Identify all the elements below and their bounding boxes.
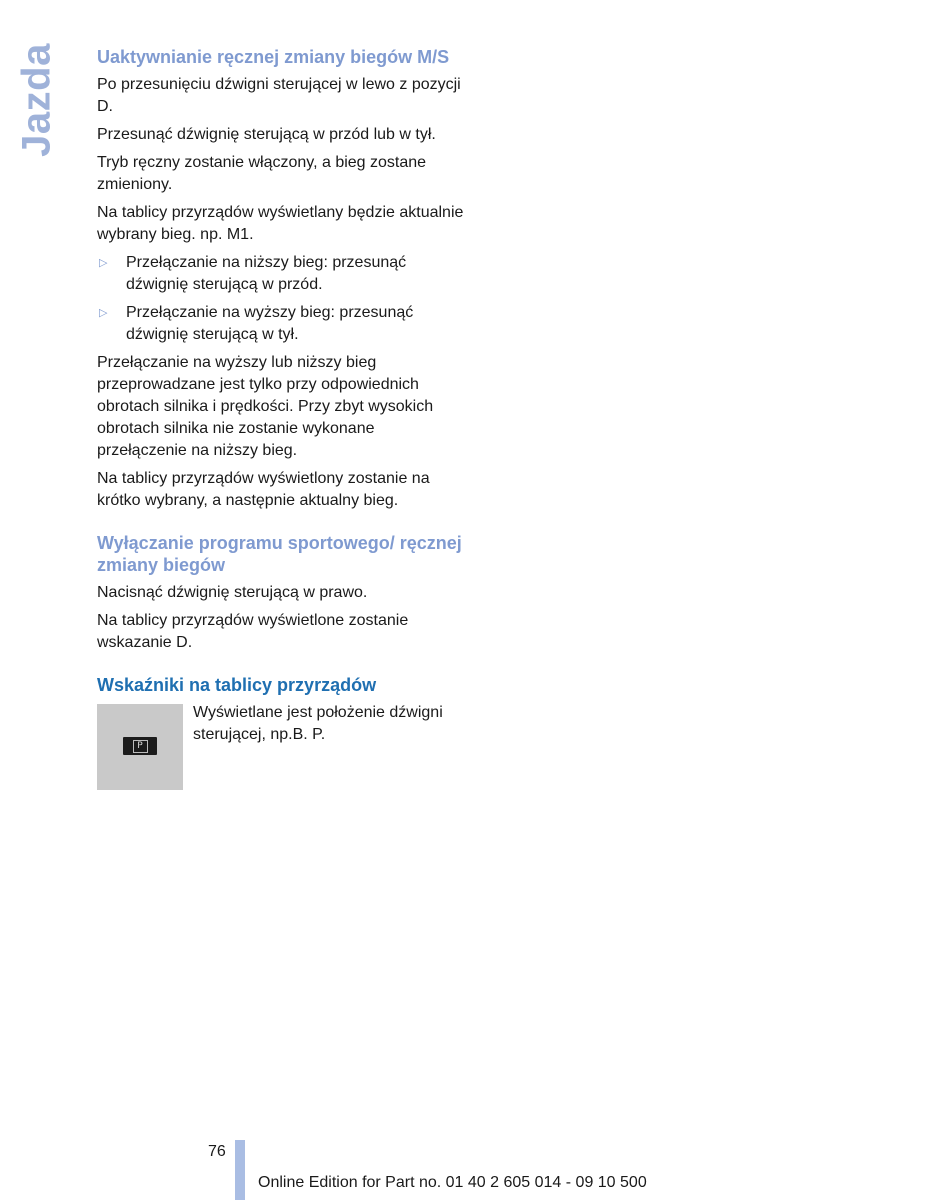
section-title-indicators: Wskaźniki na tablicy przyrządów (97, 675, 377, 695)
bullet-text: Przełączanie na niższy bieg: przesunąć dźwignię sterującą w przód. (126, 254, 407, 293)
ms-paragraph-6: Na tablicy przyrządów wyświetlony zostanie na krótko wybrany, a następnie aktualny bieg. (97, 470, 430, 509)
ms-paragraph-3: Tryb ręczny zostanie włączony, a bieg zostane zmieniony. (97, 154, 427, 193)
off-paragraph-2: Na tablicy przyrządów wyświetlone zostanie wskazanie D. (97, 612, 409, 651)
off-paragraph-1: Nacisnąć dźwignię sterującą w prawo. (97, 584, 368, 601)
side-tab (12, 42, 62, 157)
gear-display-icon (123, 737, 157, 755)
triangle-bullet-icon: ▷ (99, 257, 108, 269)
ms-bullet-list (97, 252, 465, 346)
list-item (97, 252, 465, 296)
ms-paragraph-2: Przesunąć dźwignię sterującą w przód lub w tył. (97, 126, 436, 143)
side-tab-label: Jazda (14, 42, 59, 157)
page-number: 76 (208, 1143, 226, 1160)
triangle-bullet-icon: ▷ (99, 307, 108, 319)
footer-bar (235, 1140, 245, 1200)
bullet-text: Przełączanie na wyższy bieg: przesunąć dźwignię sterującą w tył. (126, 304, 414, 343)
indicator-description: Wyświetlane jest położenie dźwigni sterującej, np.B. P. (193, 704, 443, 743)
gear-indicator-image (97, 704, 183, 790)
section-title-ms: Uaktywnianie ręcznej zmiany biegów M/S (97, 47, 450, 67)
indicator-row (97, 702, 465, 790)
footer-edition: Online Edition for Part no. 01 40 2 605 014 - 09 10 500 (258, 1174, 647, 1191)
ms-paragraph-5: Przełączanie na wyższy lub niższy bieg przeprowadzane jest tylko przy odpowiednich obrotach silnika i prędkości. Przy zbyt wysokich obrotach silnika nie zostanie wykonane przełączenie na niższy bieg. (97, 354, 434, 459)
ms-paragraph-4: Na tablicy przyrządów wyświetlany będzie aktualnie wybrany bieg. np. M1. (97, 204, 464, 243)
list-item (97, 302, 465, 346)
main-column (97, 46, 465, 790)
ms-paragraph-1: Po przesunięciu dźwigni sterującej w lewo z pozycji D. (97, 76, 461, 115)
section-title-off: Wyłączanie programu sportowego/ ręcznej zmiany biegów (97, 533, 462, 575)
gear-display-letter: P (133, 740, 148, 753)
